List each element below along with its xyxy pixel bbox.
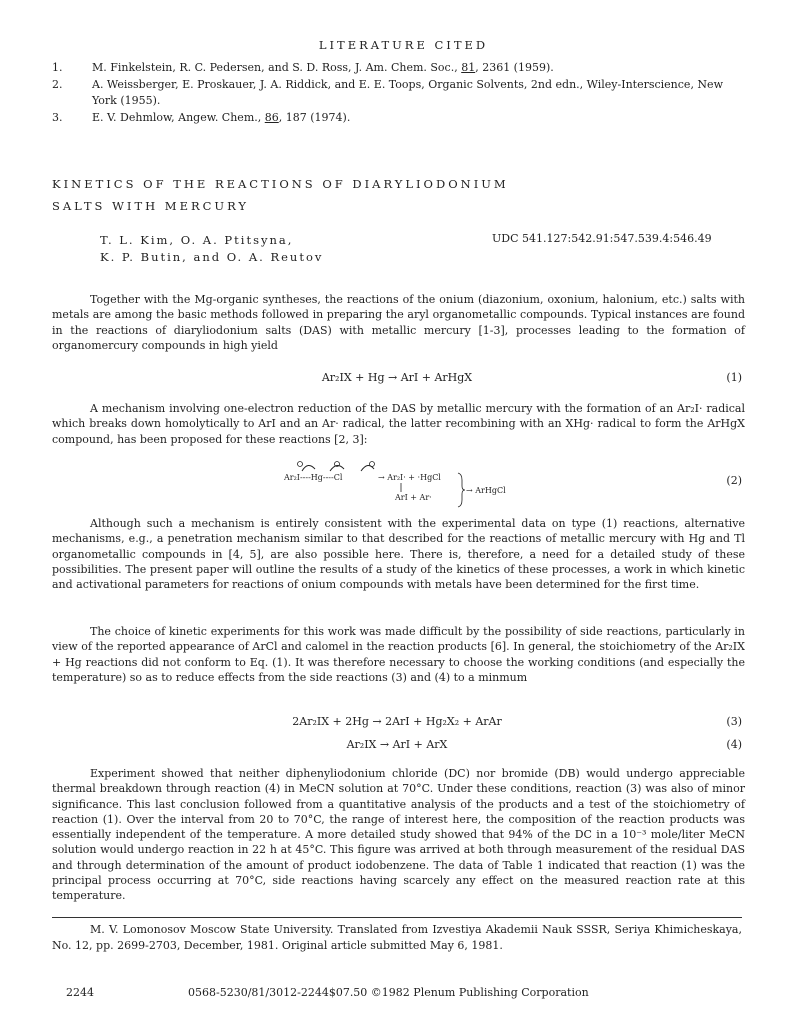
authors-line-2: K. P. Butin, and O. A. Reutov [100, 250, 324, 264]
equation-1-number: (1) [726, 371, 742, 384]
article-title-line-1: KINETICS OF THE REACTIONS OF DIARYLIODONIUM [52, 177, 509, 191]
equation-3-formula: 2Ar₂IX + 2Hg → 2ArI + Hg₂X₂ + ArAr [292, 715, 502, 728]
footnote: M. V. Lomonosov Moscow State University. Translated from Izvestiya Akademii Nauk SSSR, Seriya Khimicheskaya, No. 12, pp. 2699-2703, December, 1981. Original article submitted May 6, 1981. [52, 923, 742, 952]
equation-4 [52, 738, 742, 754]
reference-number: 2. [52, 77, 63, 91]
reference-volume: 86 [264, 110, 279, 124]
paragraph-2: A mechanism involving one-electron reduction of the DAS by metallic mercury with the formation of an Ar₂I· radical which breaks down homolytically to ArI and an Ar· radical, the latter recombining with an XHg· radical to form the ArHgX compound, has been proposed for these reactions [2, 3]: [52, 402, 745, 446]
mechanism-reactant: Ar₂I----Hg----Cl [284, 473, 343, 482]
footnote-divider [52, 917, 742, 918]
paragraph-5: Experiment showed that neither diphenyliodonium chloride (DC) nor bromide (DB) would undergo appreciable thermal breakdown through reaction (4) in MeCN solution at 70°C. Under these conditions, reaction (3) was also of minor significance. This last conclusion followed from a quantitative analysis of the products and a test of the stoichiometry of reaction (1). Over the interval from 20 to 70°C, the range of interest here, the composition of the reaction products was essentially independent of the temperature. A more detailed study showed that 94% of the DC in a 10⁻³ mole/liter MeCN solution would undergo reaction in 22 h at 45°C. This figure was arrived at both through measurement of the residual DAS and through determination of the amount of product iodobenzene. The data of Table 1 indicated that reaction (1) was the principal process occurring at 70°C, side reactions having scarcely any effect on the measured reaction rate at this temperature. [52, 767, 745, 903]
equation-3 [52, 715, 742, 731]
equation-3-number: (3) [726, 715, 742, 728]
reference-number: 1. [52, 61, 63, 74]
udc-code: UDC 541.127:542.91:547.539.4:546.49 [492, 232, 712, 245]
mechanism-scheme [52, 452, 742, 510]
page-number: 2244 [66, 986, 94, 999]
mechanism-product: → ArHgCl [466, 486, 506, 495]
reference-text: A. Weissberger, E. Proskauer, J. A. Riddick, and E. E. Toops, Organic Solvents, 2nd edn., Wiley-Interscience, New York (1955). [92, 77, 723, 107]
equation-4-number: (4) [726, 738, 742, 751]
equation-4-formula: Ar₂IX → ArI + ArX [346, 738, 448, 751]
reference-item [52, 60, 742, 77]
paragraph-1: Together with the Mg-organic syntheses, the reactions of the onium (diazonium, oxonium, halonium, etc.) salts with metals are among the basic methods followed in preparing the aryl organometallic compounds. Typical instances are found in the reactions of diaryliodonium salts (DAS) with metallic mercury [1-3], processes leading to the formation of organomercury compounds in high yield [52, 293, 745, 352]
mechanism-diagram [52, 452, 742, 510]
equation-1 [52, 371, 742, 387]
reference-number: 3. [52, 110, 63, 124]
reference-text: E. V. Dehmlow, Angew. Chem., 86, 187 (1974). [92, 110, 351, 124]
mechanism-breakdown: ArI + Ar· [395, 493, 432, 502]
paragraph-3: Although such a mechanism is entirely consistent with the experimental data on type (1) reactions, alternative mechanisms, e.g., a penetration mechanism similar to that described for the reactions of metallic mercury with Hg and Tl organometallic compounds in [4, 5], are also possible here. There is, therefore, a need for a detailed study of these possibilities. The present paper will outline the results of a study of the kinetics of these processes, a work in which kinetic and activational parameters for reactions of onium compounds with metals have been determined for the first time. [52, 517, 745, 592]
reference-item [52, 110, 742, 127]
reference-item [52, 77, 742, 110]
literature-cited-heading: LITERATURE CITED [318, 38, 489, 52]
copyright-line: 0568-5230/81/3012-2244$07.50 ©1982 Plenum Publishing Corporation [188, 986, 589, 999]
reference-list [52, 60, 742, 126]
equation-1-formula: Ar₂IX + Hg → ArI + ArHgX [321, 371, 473, 384]
paragraph-4: The choice of kinetic experiments for this work was made difficult by the possibility of side reactions, particularly in view of the reported appearance of ArCl and calomel in the reaction products [6]. In general, the stoichiometry of the Ar₂IX + Hg reactions did not conform to Eq. (1). It was therefore necessary to choose the working conditions (and especially the temperature) so as to reduce effects from the side reactions (3) and (4) to a minmum [52, 625, 745, 684]
reference-text: M. Finkelstein, R. C. Pedersen, and S. D. Ross, J. Am. Chem. Soc., 81, 2361 (1959). [92, 61, 554, 74]
reference-volume: 81 [461, 61, 476, 74]
authors-line-1: T. L. Kim, O. A. Ptitsyna, [100, 233, 294, 247]
article-title-line-2: SALTS WITH MERCURY [52, 199, 250, 213]
author-list [100, 232, 323, 266]
mechanism-intermediate: → Ar₂I· + ·HgCl [378, 473, 441, 482]
equation-2-number: (2) [726, 474, 742, 487]
